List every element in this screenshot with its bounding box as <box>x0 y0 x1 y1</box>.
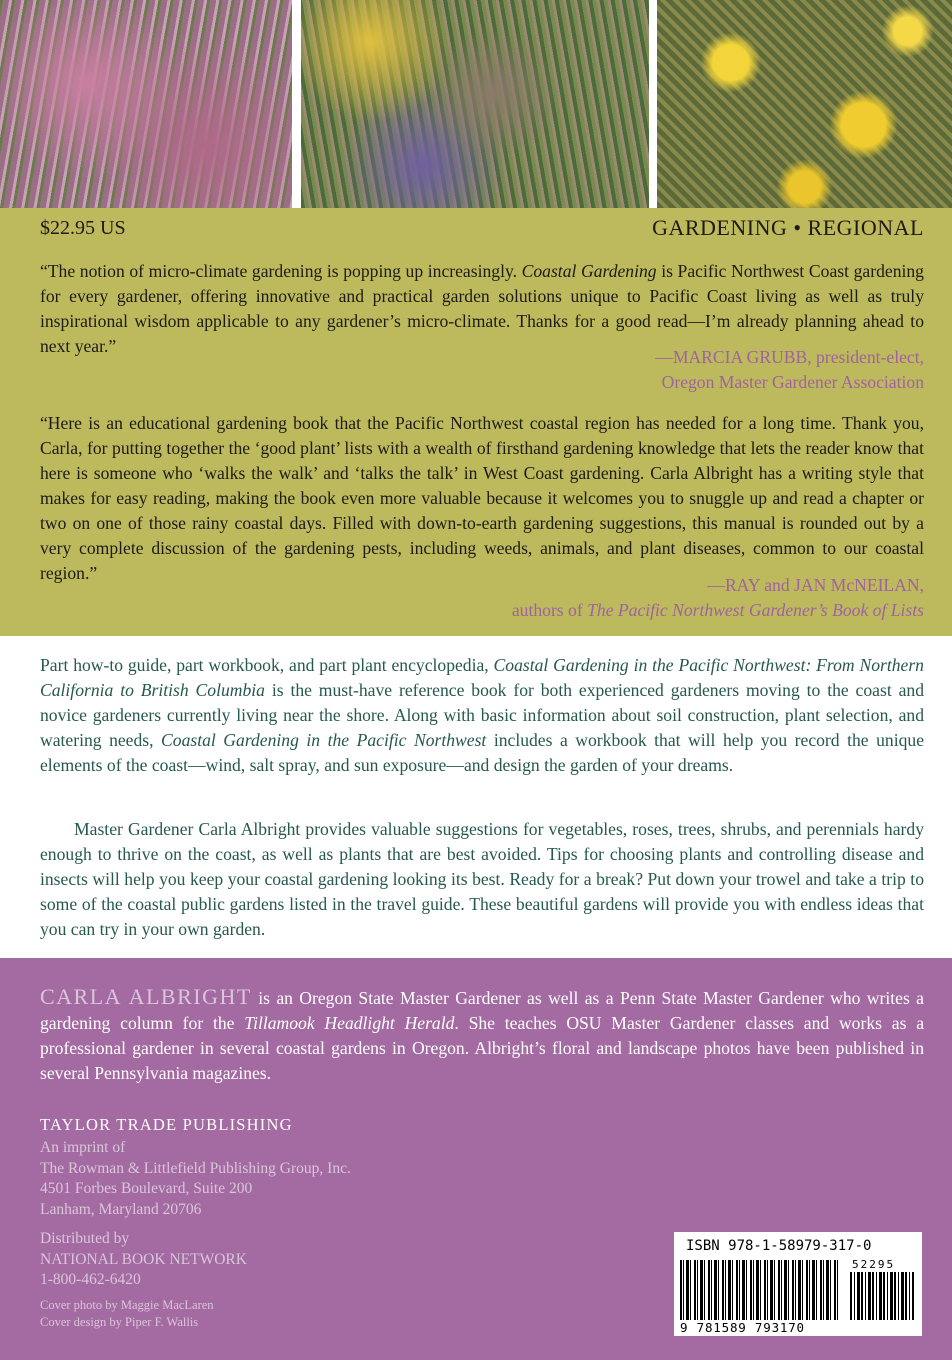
barcode-price-code: 52295 <box>852 1258 896 1271</box>
publisher-imprint: An imprint of The Rowman & Littlefield Publishing Group, Inc. 4501 Forbes Boulevard, Suite 200 Lanham, Maryland 20706 <box>40 1139 351 1218</box>
endorsement-quote-1: “The notion of micro-climate gardening is popping up increasingly. Coastal Gardening is Pacific Northwest Coast gardening for every gardener, offering innovative and practical garden solutions unique to Pacific Coast living as well as truly inspirational wisdom applicable to any gardener’s micro-climate. Thanks for a good read—I’m already planning ahead to next year.” <box>40 261 924 356</box>
category-label: GARDENING • REGIONAL <box>652 215 924 240</box>
author-name: CARLA ALBRIGHT <box>40 984 252 1009</box>
barcode-bars <box>680 1260 840 1320</box>
price-label: $22.95 US <box>40 217 126 239</box>
barcode-addon-bars <box>850 1272 914 1320</box>
description-paragraph-2: Master Gardener Carla Albright provides valuable suggestions for vegetables, roses, trees, shrubs, and perennials hardy enough to thrive on the coast, as well as plants that are best avoided. Tips for choosing plants and controlling disease and insects will help you keep your coastal gardening looking its best. Ready for a break? Put down your trowel and take a trip to some of the coastal public gardens listed in the travel guide. These beautiful gardens will provide you with endless ideas that you can try in your own garden. <box>40 819 924 939</box>
yellow-daisies-photo <box>657 0 952 208</box>
garden-bench-photo <box>301 0 649 208</box>
endorsement-quote-2: “Here is an educational gardening book that the Pacific Northwest coastal region has needed for a long time. Thank you, Carla, for putting together the ‘good plant’ lists with a wealth of firsthand gardening knowledge that lets the reader know that here is someone who ‘walks the walk’ and ‘talks the talk’ in West Coast gardening. Carla Albright has a writing style that makes for easy reading, making the book even more valuable because it welcomes you to snuggle up and read a chapter or two on one of those rainy coastal days. Filled with down-to-earth gardening suggestions, this manual is rounded out by a very complete discussion of the gardening pests, including weeds, animals, and plant diseases, common to our coastal region.” <box>40 413 924 583</box>
endorsement-attribution-1: —MARCIA GRUBB, president-elect, Oregon Master Gardener Association <box>655 347 924 392</box>
description-paragraph-1: Part how-to guide, part workbook, and part plant encyclopedia, Coastal Gardening in the Pacific Northwest: From Northern California to British Columbia is the must-have reference book for both experienced gardeners moving to the coast and novice gardeners currently living near the shore. Along with basic information about soil construction, plant selection, and watering needs, Coastal Gardening in the Pacific Northwest includes a workbook that will help you record the unique elements of the coast—wind, salt spray, and sun exposure—and design the garden of your dreams. <box>40 655 925 775</box>
barcode-digits: 9 781589 793170 <box>680 1320 805 1335</box>
isbn-barcode <box>674 1232 922 1336</box>
publisher-name: TAYLOR TRADE PUBLISHING <box>40 1115 293 1134</box>
pink-flower-spikes-photo <box>0 0 292 208</box>
distributor-info: Distributed by NATIONAL BOOK NETWORK 1-800-462-6420 <box>40 1230 247 1288</box>
endorsement-attribution-2: —RAY and JAN McNEILAN, authors of The Pacific Northwest Gardener’s Book of Lists <box>511 575 924 620</box>
cover-credits: Cover photo by Maggie MacLaren Cover design by Piper F. Wallis <box>40 1298 214 1329</box>
author-bio: CARLA ALBRIGHT is an Oregon State Master Gardener as well as a Penn State Master Gardener who writes a gardening column for the Tillamook Headlight Herald. She teaches OSU Master Gardener classes and works as a professional gardener in several coastal gardens in Oregon. Albright’s floral and landscape photos have been published in several Pennsylvania magazines. <box>40 984 925 1083</box>
photo-strip <box>0 0 952 208</box>
isbn-label: ISBN 978-1-58979-317-0 <box>686 1238 872 1254</box>
